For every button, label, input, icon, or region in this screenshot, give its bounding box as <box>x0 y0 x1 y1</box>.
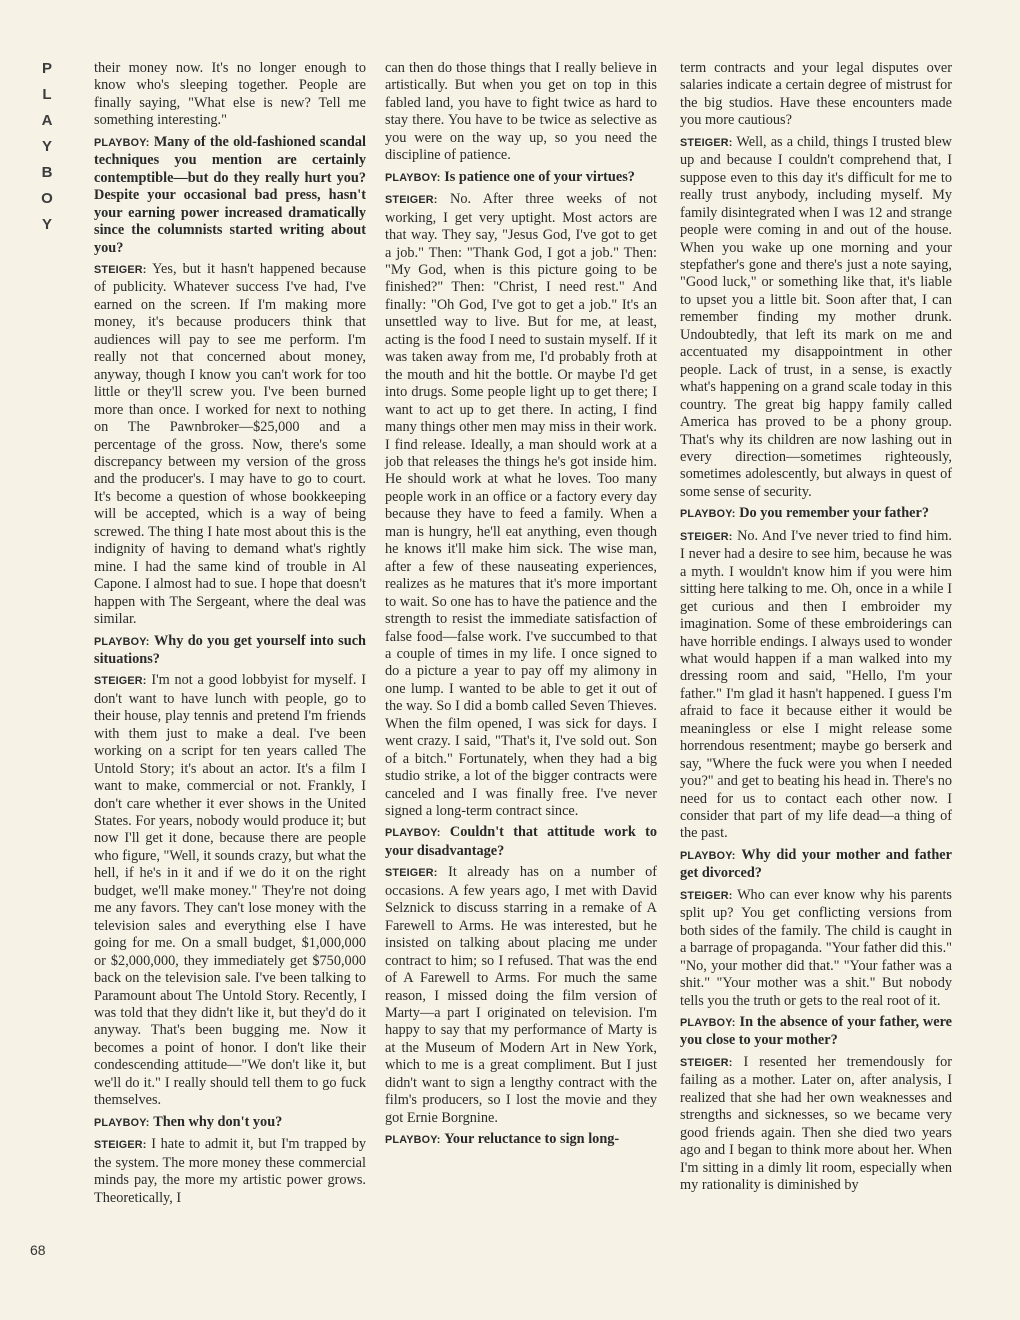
paragraph-text: Your reluctance to sign long- <box>444 1131 620 1148</box>
interview-paragraph <box>680 1014 952 1050</box>
interview-paragraph <box>385 169 657 187</box>
speaker-label: STEIGER: <box>385 867 438 880</box>
paragraph-text: Couldn't that attitude work to your disadvantage? <box>385 824 657 859</box>
speaker-label: STEIGER: <box>680 136 733 149</box>
interview-paragraph <box>385 864 657 1127</box>
interview-paragraph <box>385 824 657 860</box>
interview-paragraph <box>94 672 366 1109</box>
text-column-2 <box>385 60 657 1154</box>
page-number: 68 <box>30 1242 46 1258</box>
paragraph-text: term contracts and your legal disputes over salaries indicate a certain degree of mistrust for the big studios. Have these encounters made you more cautious? <box>680 60 952 129</box>
magazine-letter: L <box>42 86 52 103</box>
speaker-label: STEIGER: <box>94 675 147 688</box>
interview-paragraph <box>680 134 952 502</box>
paragraph-text: I resented her tremendously for failing as a mother. Later on, after analysis, I realized that she had her own weaknesses and strengths and sicknesses, so we became very good friends again. Then she died two years ago and I began to think more about her. When I'm sitting in a dimly lit room, especially when my rationality is diminished by <box>680 1053 953 1194</box>
interview-paragraph <box>680 887 952 1010</box>
speaker-label: PLAYBOY: <box>385 827 441 840</box>
speaker-label: STEIGER: <box>680 1056 733 1069</box>
speaker-label: STEIGER: <box>385 194 438 207</box>
speaker-label: STEIGER: <box>94 1139 147 1152</box>
paragraph-text: No. After three weeks of not working, I get very uptight. Most actors are that way. They say, "Jesus God, I've got to get a job." Then: "Thank God, I got a job." Then: "My God, when is this picture going to be finished?" Then: "Christ, I need rest." And finally: "Oh God, I've got to get a job." It's an unsettled way to live. But for me, at least, acting is the food I need to sustain myself. If it was taken away from me, I'd probably froth at the mouth and hit the bottle. Or maybe I'd get into drugs. Some people light up to get there; I want to act up to get there. In acting, I find many things other men may miss in their work. I find release. Ideally, a man should work at a job that releases the things he's got inside him. He should work at what he loves. Too many people work in an office or a factory every day because they have to feed a family. When a man is hungry, he'll eat anything, even though he knows it'll make him sick. The wise man, after a few of these nauseating experiences, realizes as he matures that it's more important to wait. So one has to have the patience and the strength to resist the immediate satisfaction of false food—false work. I've succumbed to that a couple of times in my life. I once signed to do a picture a year to pay off my alimony in one lump. I wanted to be able to get it out of the way. So I did a bomb called Seven Thieves. When the film opened, I was sick for days. I went crazy. I said, "That's it, I've sold out. Son of a bitch." Fortunately, when they had a big studio strike, a lot of the bigger contracts were canceled and I was finally free. I've never signed a long-term contract since. <box>385 191 657 820</box>
magazine-name-vertical <box>34 56 60 238</box>
interview-paragraph <box>680 528 952 843</box>
interview-paragraph <box>680 505 952 523</box>
paragraph-text: I hate to admit it, but I'm trapped by the system. The more money these commercial minds pay, the more my artistic power grows. Theoretically, I <box>94 1136 366 1206</box>
paragraph-text: I'm not a good lobbyist for myself. I don't want to have lunch with people, go to their house, play tennis and pretend I'm friends with them just to make a deal. I've been working on a script for ten years called The Untold Story; it's about an actor. It's a film I want to make, commercial or not. Frankly, I don't care whether it ever shows in the United States. For years, nobody would produce it; but now I'll get it done, because there are people who figure, "Well, it sounds crazy, but what the hell, if he's in it and if we do it on the right budget, we'll make money." They're not doing me any favors. They can't lose money with the television sales and everything else I have going for me. On a small budget, $1,000,000 or $2,000,000, they immediately get $750,000 back on the television sale. I've been talking to Paramount about The Untold Story. Recently, I was told that they didn't like it, but they'd do it anyway. That's been bugging me. Now it becomes a point of honor. I don't like their condescending attitude—"We don't like it, but we'll do it." I really should tell them to go fuck themselves. <box>94 672 366 1109</box>
paragraph-text: Why do you get yourself into such situations? <box>94 632 366 667</box>
magazine-letter: B <box>41 164 53 181</box>
interview-paragraph <box>680 1054 952 1195</box>
magazine-letter: Y <box>41 216 52 233</box>
interview-paragraph <box>94 261 366 629</box>
interview-paragraph <box>385 1131 657 1149</box>
interview-paragraph <box>385 191 657 820</box>
paragraph-text: their money now. It's no longer enough to know who's sleeping together. People are finally saying, "What else is new? Tell me something interesting." <box>94 60 366 129</box>
paragraph-text: Why did your mother and father get divorced? <box>680 846 952 882</box>
magazine-letter: Y <box>41 138 52 155</box>
paragraph-text: can then do those things that I really believe in artistically. But when you get on top in this fabled land, you have to fight twice as hard to stay there. You have to be twice as selective as you were on the way up, so you need the discipline of patience. <box>385 60 657 164</box>
interview-paragraph <box>94 60 366 130</box>
paragraph-text: Well, as a child, things I trusted blew up and because I couldn't comprehend that, I suppose even to this day it's difficult for me to really trust anybody, including myself. My family disintegrated when I was 12 and strange people were coming in and out of the house. When you wake up one morning and your stepfather's gone and there's just a note saying, "Good luck," or something like that, it's liable to upset you a little bit. Soon after that, I can remember finding my mother drunk. Undoubtedly, that left its mark on me and accentuated my disappointment in other people. Lack of trust, in a sense, is exactly what's happening on a grand scale today in this country. The great big happy family called America has proved to be a phony group. That's why its children are now lashing out in every direction—sometimes righteously, sometimes adolescently, but always in quest of some sense of security. <box>680 133 952 500</box>
interview-paragraph <box>94 1114 366 1132</box>
speaker-label: PLAYBOY: <box>94 635 150 648</box>
interview-paragraph <box>680 847 952 883</box>
paragraph-text: It already has on a number of occasions. A few years ago, I met with David Selznick to discuss starring in a remake of A Farewell to Arms. He was interested, but he insisted on talking about placing me under contract to him; so I refused. That was the end of A Farewell to Arms. For much the same reason, I missed doing the film version of Marty—a part I originated on television. I'm happy to say that my performance of Marty is at the Museum of Modern Art in New York, which to me is a great compliment. But I just didn't want to sign a lengthy contract with the film's producers, so I lost the movie and they got Ernie Borgnine. <box>385 864 658 1126</box>
interview-paragraph <box>94 633 366 669</box>
speaker-label: PLAYBOY: <box>680 1017 736 1030</box>
paragraph-text: Is patience one of your virtues? <box>444 168 635 185</box>
speaker-label: PLAYBOY: <box>385 171 441 184</box>
speaker-label: PLAYBOY: <box>385 1134 441 1147</box>
speaker-label: PLAYBOY: <box>94 1116 150 1129</box>
magazine-letter: O <box>41 190 53 207</box>
paragraph-text: Who can ever know why his parents split up? You get conflicting versions from both sides of the family. The child is caught in a barrage of propaganda. "Your father did this." "No, your mother did that." "Your father was a shit." "Your mother was a shit." But nobody tells you the truth or gets to the real root of it. <box>680 886 952 1009</box>
paragraph-text: Then why don't you? <box>153 1113 283 1130</box>
speaker-label: PLAYBOY: <box>680 849 736 862</box>
paragraph-text: Yes, but it hasn't happened because of publicity. Whatever success I've had, I've earned on the screen. If I'm making more money, it's because producers think that audiences will pay to see me perform. I'm really not that concerned about money, anyway, though I know you can't work for too little or they'll screw you. I've been burned more than once. I worked for next to nothing on The Pawnbroker—$25,000 and a percentage of the gross. Now, there's some discrepancy between my version of the gross and the producer's. I may have to go to court. It's become a question of whose bookkeeping will be accepted, which is a way of being screwed. The thing I hate most about this is the indignity of having to demand what's rightly mine. I had the same kind of trouble in Al Capone. I almost had to sue. I hope that doesn't happen with The Sergeant, where the deal was similar. <box>94 260 366 628</box>
speaker-label: PLAYBOY: <box>680 508 736 521</box>
speaker-label: PLAYBOY: <box>94 136 150 149</box>
speaker-label: STEIGER: <box>94 263 147 276</box>
interview-paragraph <box>94 134 366 257</box>
interview-paragraph <box>680 60 952 130</box>
speaker-label: STEIGER: <box>680 530 733 543</box>
magazine-letter: A <box>41 112 53 129</box>
magazine-letter: P <box>41 60 52 77</box>
interview-paragraph <box>94 1136 366 1207</box>
speaker-label: STEIGER: <box>680 889 733 902</box>
paragraph-text: In the absence of your father, were you close to your mother? <box>680 1014 953 1049</box>
text-column-1 <box>94 60 366 1211</box>
paragraph-text: Do you remember your father? <box>739 505 929 522</box>
interview-paragraph <box>385 60 657 165</box>
text-column-3 <box>680 60 952 1199</box>
paragraph-text: No. And I've never tried to find him. I never had a desire to see him, because he was a myth. I wouldn't know him if you were him sitting here talking to me. Oh, once in a while I get curious and then I embroider my imagination. Some of these embroiderings can have horrible endings. I always used to wonder what would happen if a man walked into my dressing room and said, "Hello, I'm your father." I'm glad it hasn't happened. I guess I'm afraid to face it because either it would be meaningless or else I might release some horrendous resentment; maybe go berserk and say, "Where the fuck were you when I needed you?" and get to beating his head in. There's no need for us to contact each other now. I consider that part of my life dead—a thing of the past. <box>680 527 952 842</box>
paragraph-text: Many of the old-fashioned scandal techniques you mention are certainly contemptible—but do they really hurt you? Despite your occasional bad press, hasn't your earning power increased dramatically since the columnists started writing about you? <box>94 133 367 256</box>
